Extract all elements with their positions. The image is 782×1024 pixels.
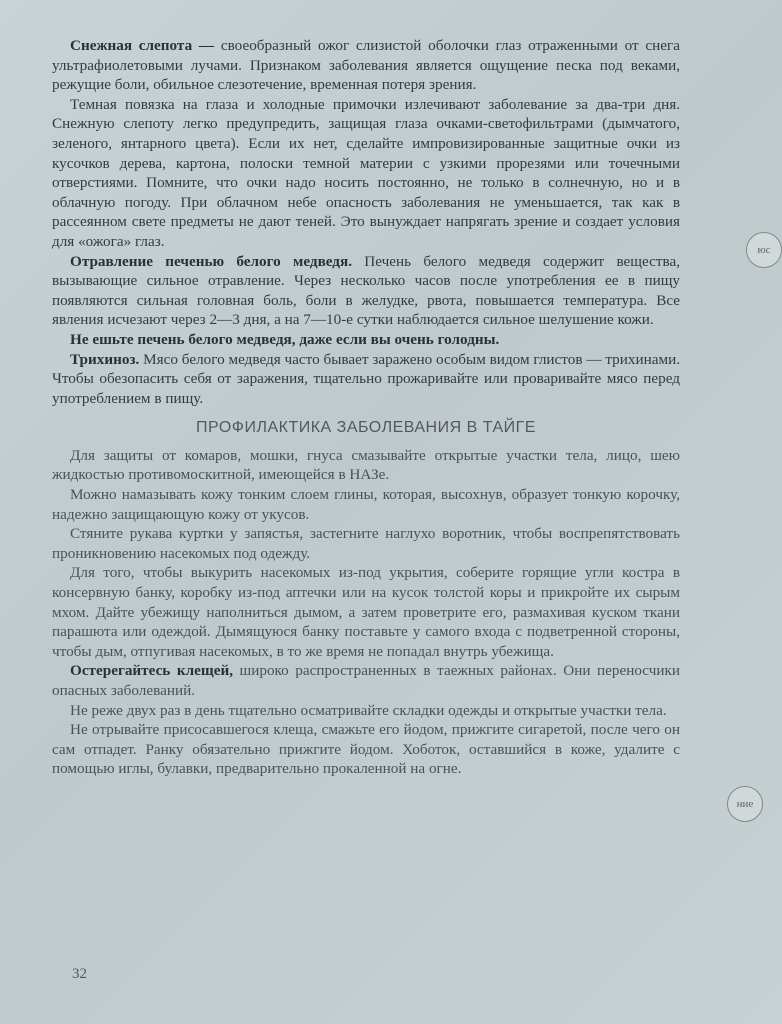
margin-fragment-bottom: ние [736, 798, 754, 810]
paragraph-clay: Можно намазывать кожу тонким слоем глины, которая, высохнув, образует тонкую корочку, надежно защищающую кожу от укусов. [52, 486, 680, 523]
paragraph-bear-liver-warning: Не ешьте печень белого медведя, даже если вы очень голодны. [70, 330, 500, 348]
paragraph-snow-blindness-treatment: Темная повязка на глаза и холодные примочки излечивают заболевание за два-три дня. Снежную слепоту легко предупредить, защищая глаза очками-светофильтрами (дымчатого, зеленого, янтарного цвета). Если их нет, сделайте импровизированные защитные очки из кусочков дерева, картона, полоски темной материи с узкими прорезями или точечными отверстиями. Помните, что очки надо носить постоянно, не только в солнечную, но и в облачную погоду. При облачном небе опасность заболевания не уменьшается, так как в рассеянном свете предметы не дают теней. Это вынуждает напрягать зрение и создает условия для «ожога» глаз. [52, 95, 680, 250]
paragraph-smoke: Для того, чтобы выкурить насекомых из-под укрытия, соберите горящие угли костра в консервную банку, коробку из-под аптечки или на кусок толстой коры и прикройте их сырым мхом. Дайте убежищу наполниться дымом, а затем проветрите его, размахивая куском ткани парашюта или одеждой. Дымящуюся банку поставьте у самого входа с подветренной стороны, чтобы дым, отпугивая насекомых, в то же время не попадал внутрь убежища. [52, 564, 680, 660]
paragraph-snow-blindness: Снежная слепота — своеобразный ожог слизистой оболочки глаз отраженными от снега ультрафиолетовыми лучами. Признаком заболевания является ощущение песка под веками, режущие боли, обильное слезотечение, временная потеря зрения. [52, 37, 680, 94]
book-page [52, 36, 680, 779]
paragraph-inspect: Не реже двух раз в день тщательно осматривайте складки одежды и открытые участки тела. [70, 701, 667, 719]
binder-hole-top [746, 232, 782, 268]
paragraph-ticks: Остерегайтесь клещей, широко распространенных в таежных районах. Они переносчики опасных заболеваний. [52, 662, 681, 699]
taiga-section [52, 446, 680, 779]
section-heading: ПРОФИЛАКТИКА ЗАБОЛЕВАНИЯ В ТАЙГЕ [196, 419, 536, 437]
margin-fragment-top: юс [757, 244, 771, 256]
binder-hole-bottom [727, 786, 763, 822]
page-number: 32 [72, 966, 87, 982]
paragraph-insect-protection: Для защиты от комаров, мошки, гнуса смазывайте открытые участки тела, лицо, шею жидкостью противомоскитной, имеющейся в НАЗе. [52, 446, 680, 484]
paragraph-tick-removal: Не отрывайте присосавшегося клеща, смажьте его йодом, прижгите сигаретой, после чего он сам отпадет. Ранку обязательно прижгите йодом. Хоботок, оставшийся в коже, удалите с помощью иглы, булавки, предварительно прокаленной на огне. [52, 721, 680, 778]
paragraph-bear-liver: Отравление печенью белого медведя. Печень белого медведя содержит вещества, вызывающие сильное отравление. Через несколько часов после употребления ее в пищу появляются сильная головная боль, боли в желудке, рвота, повышается температура. Все явления исчезают через 2—3 дня, а на 7—10-е сутки наблюдается сильное шелушение кожи. [52, 252, 680, 329]
paragraph-sleeves: Стяните рукава куртки у запястья, застегните наглухо воротник, чтобы воспрепятствовать проникновению насекомых под одежду. [52, 525, 680, 562]
paragraph-trichinosis: Трихиноз. Мясо белого медведя часто бывает заражено особым видом глистов — трихинами. Чтобы обезопасить себя от заражения, тщательно прожаривайте или проваривайте мясо перед употреблением в пищу. [52, 350, 680, 407]
